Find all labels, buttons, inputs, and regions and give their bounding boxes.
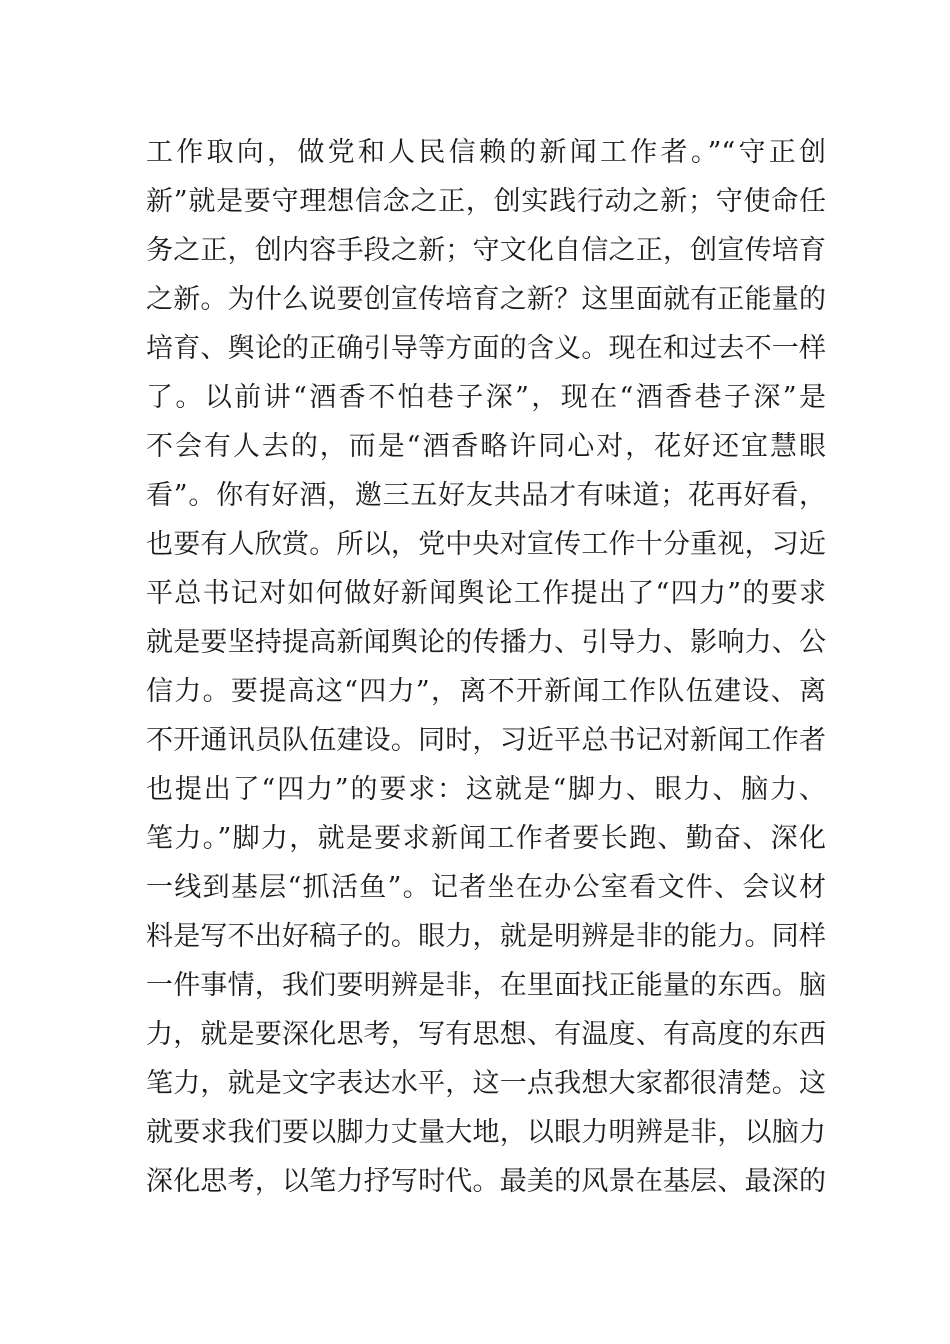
text-line: 之新。为什么说要创宣传培育之新？这里面就有正能量的 bbox=[146, 284, 826, 315]
body-text bbox=[146, 128, 826, 1206]
text-line: 新”就是要守理想信念之正，创实践行动之新；守使命任 bbox=[146, 186, 826, 217]
text-line: 一线到基层“抓活鱼”。记者坐在办公室看文件、会议材 bbox=[146, 872, 826, 903]
text-line: 笔力，就是文字表达水平，这一点我想大家都很清楚。这 bbox=[146, 1068, 826, 1099]
text-line: 培育、舆论的正确引导等方面的含义。现在和过去不一样 bbox=[146, 333, 826, 364]
text-line: 不会有人去的，而是“酒香略许同心对，花好还宜慧眼 bbox=[146, 431, 826, 462]
text-line: 务之正，创内容手段之新；守文化自信之正，创宣传培育 bbox=[146, 235, 826, 266]
text-line: 料是写不出好稿子的。眼力，就是明辨是非的能力。同样 bbox=[146, 921, 826, 952]
text-line: 也要有人欣赏。所以，党中央对宣传工作十分重视，习近 bbox=[146, 529, 826, 560]
text-line: 笔力。”脚力，就是要求新闻工作者要长跑、勤奋、深化 bbox=[146, 823, 826, 854]
text-line: 平总书记对如何做好新闻舆论工作提出了“四力”的要求 bbox=[146, 578, 826, 609]
text-line: 一件事情，我们要明辨是非，在里面找正能量的东西。脑 bbox=[146, 970, 826, 1001]
text-line: 了。以前讲“酒香不怕巷子深”，现在“酒香巷子深”是 bbox=[146, 382, 826, 413]
text-line: 也提出了“四力”的要求：这就是“脚力、眼力、脑力、 bbox=[146, 774, 826, 805]
text-line: 工作取向，做党和人民信赖的新闻工作者。”“守正创 bbox=[146, 137, 826, 168]
text-line: 不开通讯员队伍建设。同时，习近平总书记对新闻工作者 bbox=[146, 725, 826, 756]
text-line: 力，就是要深化思考，写有思想、有温度、有高度的东西 bbox=[146, 1019, 826, 1050]
text-line: 就要求我们要以脚力丈量大地，以眼力明辨是非，以脑力 bbox=[146, 1117, 826, 1148]
text-line: 就是要坚持提高新闻舆论的传播力、引导力、影响力、公 bbox=[146, 627, 826, 658]
text-line: 看”。你有好酒，邀三五好友共品才有味道；花再好看， bbox=[146, 480, 826, 511]
text-line: 深化思考，以笔力抒写时代。最美的风景在基层、最深的 bbox=[146, 1166, 826, 1197]
text-line: 信力。要提高这“四力”，离不开新闻工作队伍建设、离 bbox=[146, 676, 826, 707]
